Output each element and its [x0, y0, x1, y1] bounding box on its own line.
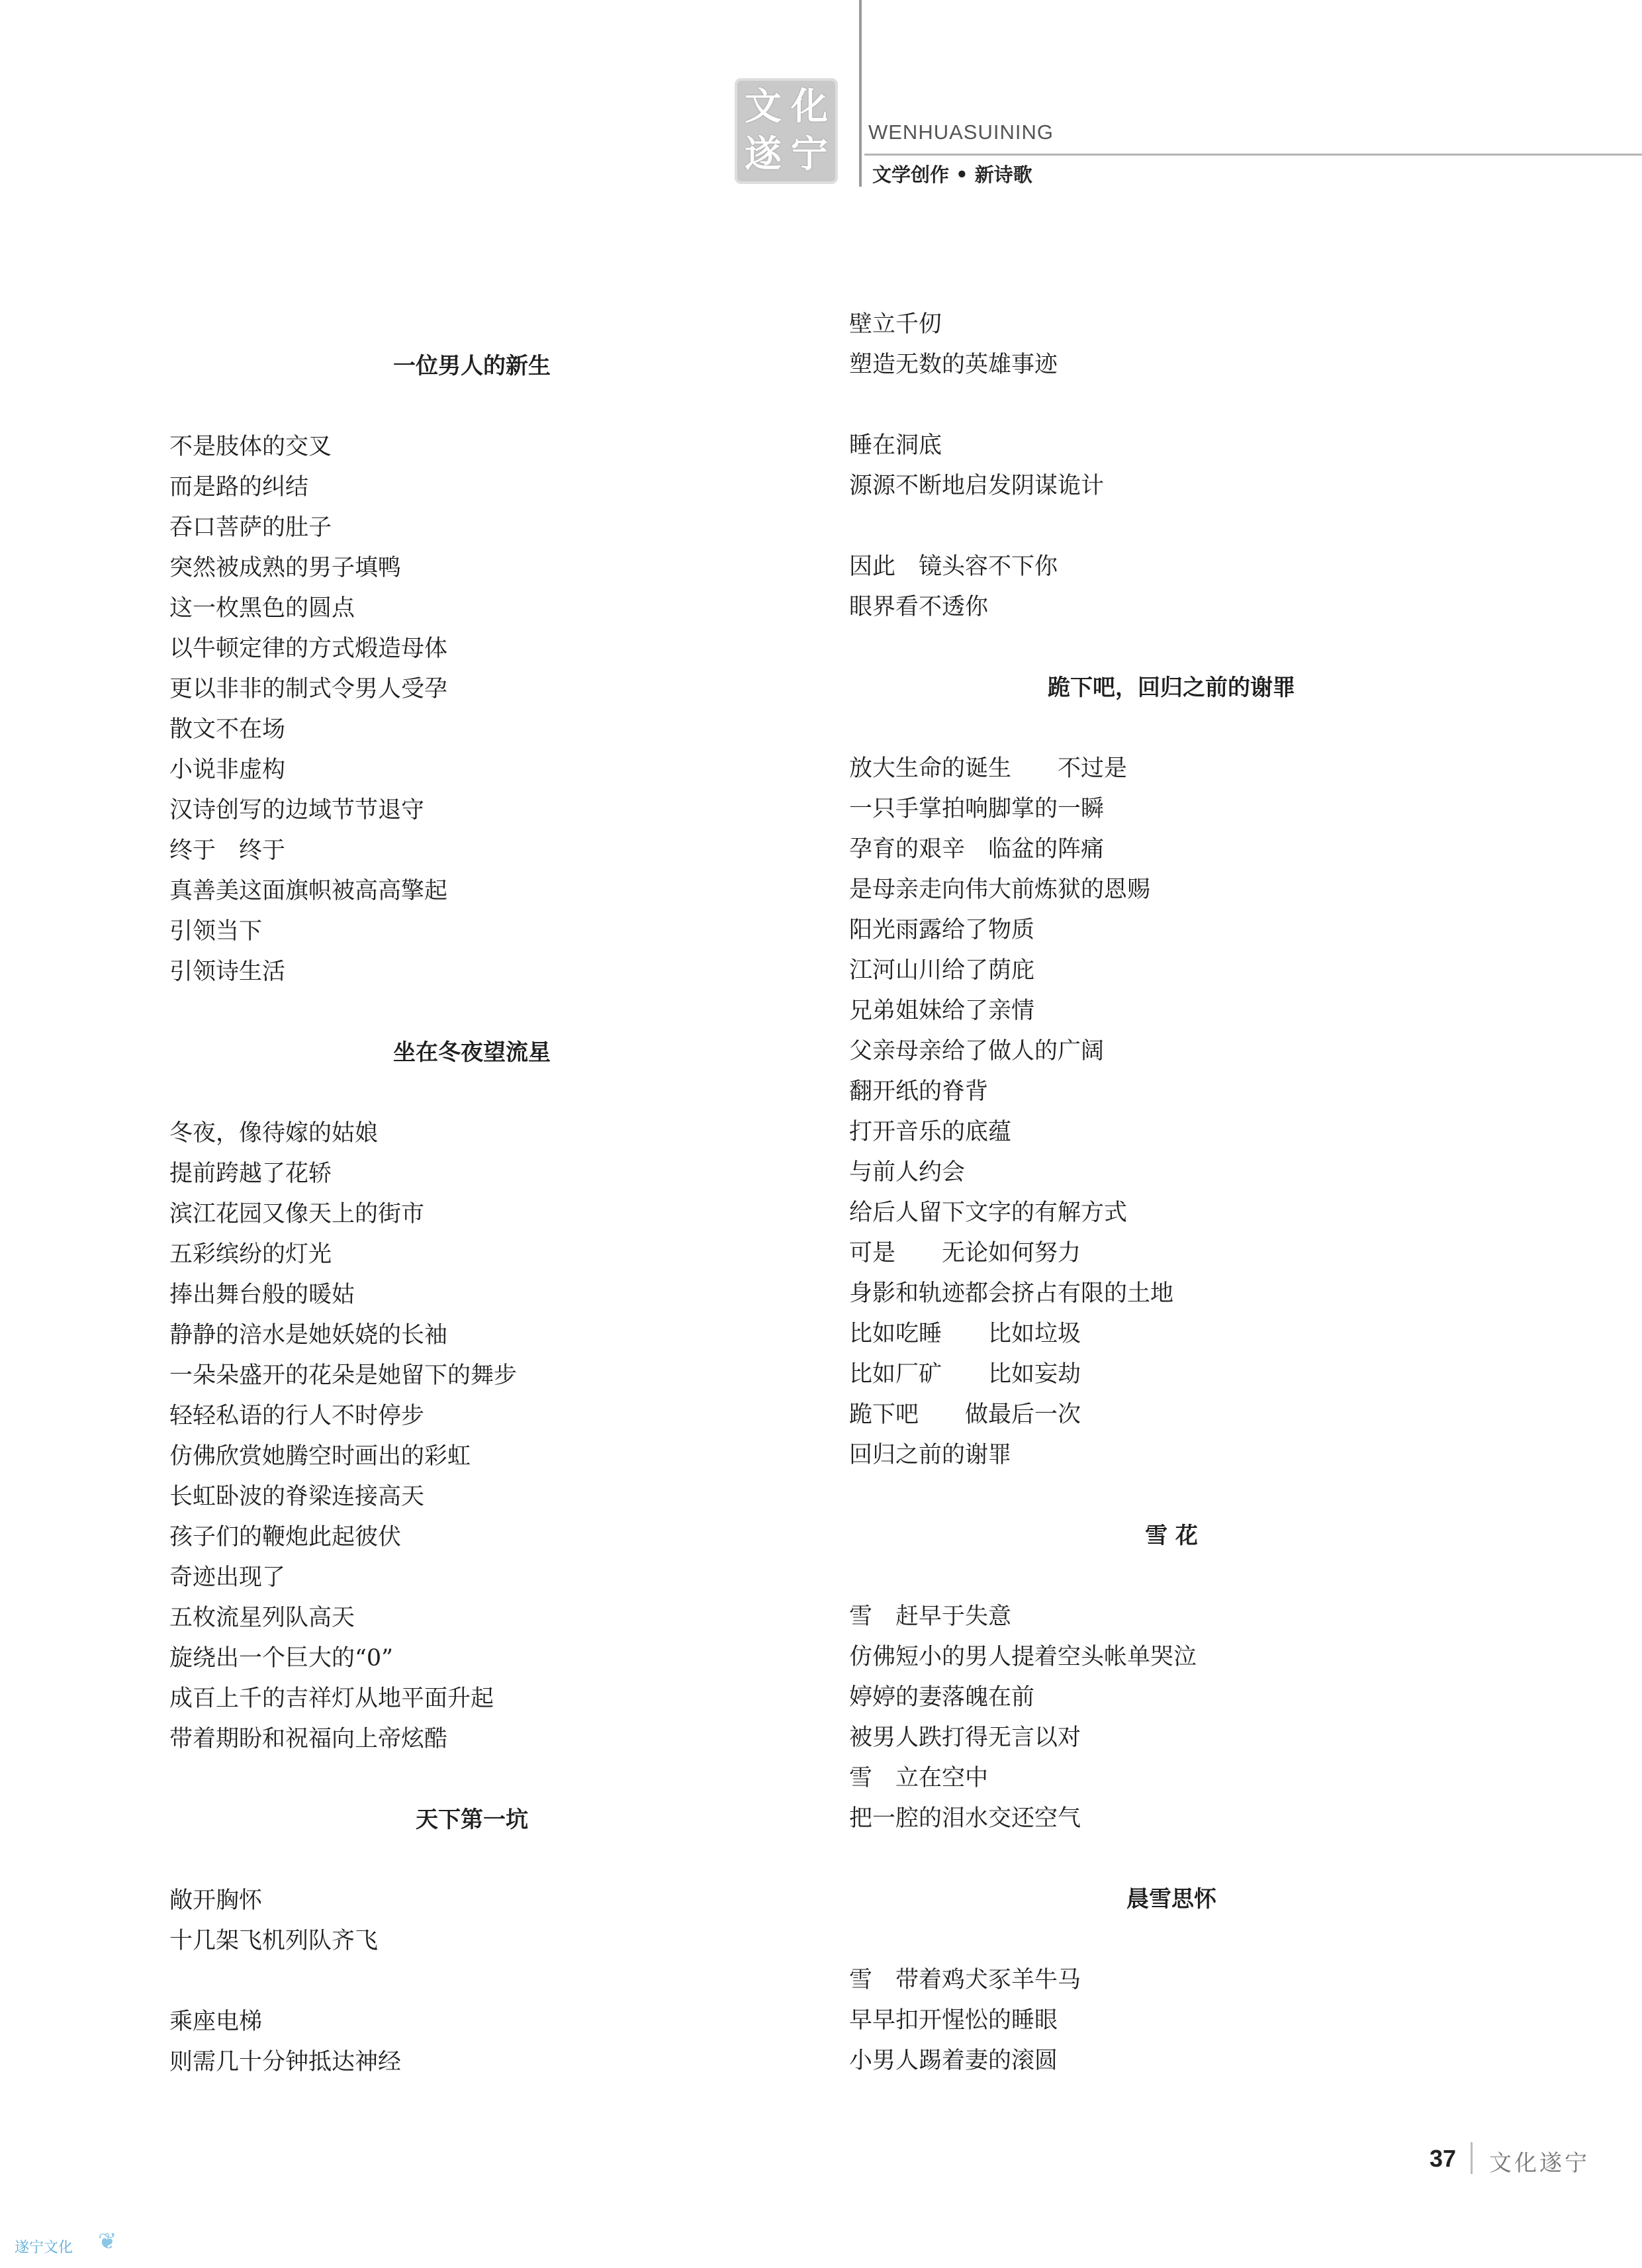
poem-line: 则需几十分钟抵达神经 — [169, 2049, 402, 2075]
poem-line: 一朵朵盛开的花朵是她留下的舞步 — [169, 1362, 518, 1389]
poem-line: 眼界看不透你 — [849, 594, 989, 620]
poem-line: 十几架飞机列队齐飞 — [169, 1928, 379, 1954]
left-column — [169, 346, 765, 2083]
poem-line: 仿佛短小的男人提着空头帐单哭泣 — [849, 1644, 1197, 1670]
poem-line: 仿佛欣赏她腾空时画出的彩虹 — [169, 1443, 471, 1470]
poem-line: 吞口菩萨的肚子 — [169, 514, 332, 541]
poem-line: 可是 无论如何努力 — [849, 1240, 1081, 1266]
poem-line: 这一枚黑色的圆点 — [169, 595, 355, 622]
magazine-logo-seal — [735, 78, 838, 184]
header-vertical-rule — [859, 0, 862, 187]
poem-line: 轻轻私语的行人不时停步 — [169, 1403, 425, 1429]
poem-line: 一只手掌拍响脚掌的一瞬 — [849, 796, 1105, 822]
poem-title: 天下第一坑 — [416, 1807, 528, 1833]
poem-gap — [849, 628, 1445, 668]
poem-line: 不是肢体的交叉 — [169, 434, 332, 460]
poem-line: 更以非非的制式令男人受孕 — [169, 676, 448, 702]
poem-line: 被男人跌打得无言以对 — [849, 1725, 1081, 1751]
poem-line: 奇迹出现了 — [169, 1564, 286, 1591]
section-label: 文学创作 • 新诗歌 — [872, 164, 1032, 186]
poem-line: 孕育的艰辛 临盆的阵痛 — [849, 836, 1105, 863]
poem-line: 静静的涪水是她妖娆的长袖 — [169, 1322, 448, 1348]
poem-title: 一位男人的新生 — [393, 353, 551, 379]
right-column — [849, 305, 1445, 2081]
poem-gap — [849, 1476, 1445, 1516]
logo-char: 遂 — [745, 133, 782, 176]
header-horizontal-rule — [864, 154, 1642, 156]
footer-separator — [1471, 2142, 1473, 2174]
poem-line: 五彩缤纷的灯光 — [169, 1241, 332, 1268]
poem-line: 比如厂矿 比如妄劫 — [849, 1361, 1081, 1388]
poem-line: 五枚流星列队高天 — [169, 1605, 355, 1631]
poem-line: 雪 立在空中 — [849, 1765, 989, 1791]
poem-title: 跪下吧，回归之前的谢罪 — [1048, 675, 1295, 701]
poem-line: 身影和轨迹都会挤占有限的土地 — [849, 1280, 1174, 1307]
poem-line: 壁立千仞 — [849, 311, 942, 338]
poem-line: 滨江花园又像天上的街市 — [169, 1201, 425, 1227]
poem-line: 比如吃睡 比如垃圾 — [849, 1321, 1081, 1347]
poem-line: 冬夜，像待嫁的姑娘 — [169, 1120, 379, 1147]
poem-title: 雪 花 — [1145, 1523, 1198, 1549]
poem-line: 真善美这面旗帜被高高擎起 — [169, 878, 448, 904]
stanza-gap — [849, 385, 1445, 426]
poem-line: 塑造无数的英雄事迹 — [849, 352, 1058, 378]
poem-gap — [849, 1839, 1445, 1879]
poem-line: 小男人踢着妻的滚圆 — [849, 2048, 1058, 2074]
poem-line: 而是路的纠结 — [169, 474, 309, 500]
poem-title: 晨雪思怀 — [1126, 1886, 1216, 1913]
poem-line: 江河山川给了荫庇 — [849, 957, 1035, 984]
poem-line: 提前跨越了花轿 — [169, 1160, 332, 1187]
header-brand: WENHUASUINING — [868, 120, 1054, 144]
poem-line: 是母亲走向伟大前炼狱的恩赐 — [849, 876, 1151, 903]
poem-line: 带着期盼和祝福向上帝炫酷 — [169, 1726, 448, 1752]
poem-line: 源源不断地启发阴谋诡计 — [849, 473, 1105, 499]
poem-line: 翻开纸的脊背 — [849, 1078, 989, 1105]
footer-brand: 文化遂宁 — [1489, 2150, 1590, 2177]
poem-line: 回归之前的谢罪 — [849, 1442, 1012, 1468]
page-number: 37 — [1430, 2145, 1457, 2172]
stanza-gap — [169, 1961, 765, 2002]
poem-line: 阳光雨露给了物质 — [849, 917, 1035, 943]
poem-line: 雪 带着鸡犬豕羊牛马 — [849, 1967, 1081, 1993]
logo-char: 文 — [745, 85, 782, 128]
poem-line: 敞开胸怀 — [169, 1887, 263, 1914]
poem-line: 雪 赶早于失意 — [849, 1603, 1012, 1630]
poem-line: 放大生命的诞生 不过是 — [849, 755, 1128, 782]
poem-line: 乘座电梯 — [169, 2008, 263, 2035]
watermark-wing-icon: ❦ — [98, 2228, 117, 2255]
poem-line: 婷婷的妻落魄在前 — [849, 1684, 1035, 1711]
poem-line: 睡在洞底 — [849, 432, 942, 459]
poem-line: 引领当下 — [169, 918, 263, 945]
logo-char: 化 — [791, 85, 828, 128]
poem-line: 给后人留下文字的有解方式 — [849, 1200, 1128, 1226]
poem-line: 引领诗生活 — [169, 959, 286, 985]
poem-line: 把一腔的泪水交还空气 — [849, 1805, 1081, 1832]
poem-gap — [169, 992, 765, 1033]
poem-line: 长虹卧波的脊梁连接高天 — [169, 1484, 425, 1510]
poem-line: 突然被成熟的男子填鸭 — [169, 555, 402, 581]
poem-line: 旋绕出一个巨大的“0” — [169, 1645, 394, 1672]
poem-line: 跪下吧 做最后一次 — [849, 1401, 1081, 1428]
poem-line: 打开音乐的底蕴 — [849, 1119, 1012, 1145]
stanza-gap — [849, 506, 1445, 547]
poem-line: 捧出舞台般的暖姑 — [169, 1282, 355, 1308]
poem-line: 成百上千的吉祥灯从地平面升起 — [169, 1685, 494, 1712]
poem-line: 父亲母亲给了做人的广阔 — [849, 1038, 1105, 1064]
poem-line: 汉诗创写的边域节节退守 — [169, 797, 425, 824]
poem-line: 兄弟姐妹给了亲情 — [849, 998, 1035, 1024]
poem-title: 坐在冬夜望流星 — [393, 1039, 551, 1066]
poem-line: 小说非虚构 — [169, 757, 286, 783]
poem-line: 散文不在场 — [169, 716, 286, 743]
poem-line: 与前人约会 — [849, 1159, 966, 1186]
poem-line: 因此 镜头容不下你 — [849, 553, 1058, 580]
watermark-logo: 遂宁文化 — [15, 2240, 73, 2256]
logo-char: 宁 — [791, 133, 828, 176]
poem-line: 孩子们的鞭炮此起彼伏 — [169, 1524, 402, 1550]
poem-line: 早早扣开惺忪的睡眼 — [849, 2007, 1058, 2034]
poem-line: 终于 终于 — [169, 837, 286, 864]
poem-gap — [169, 1760, 765, 1800]
poem-line: 以牛顿定律的方式煅造母体 — [169, 636, 448, 662]
